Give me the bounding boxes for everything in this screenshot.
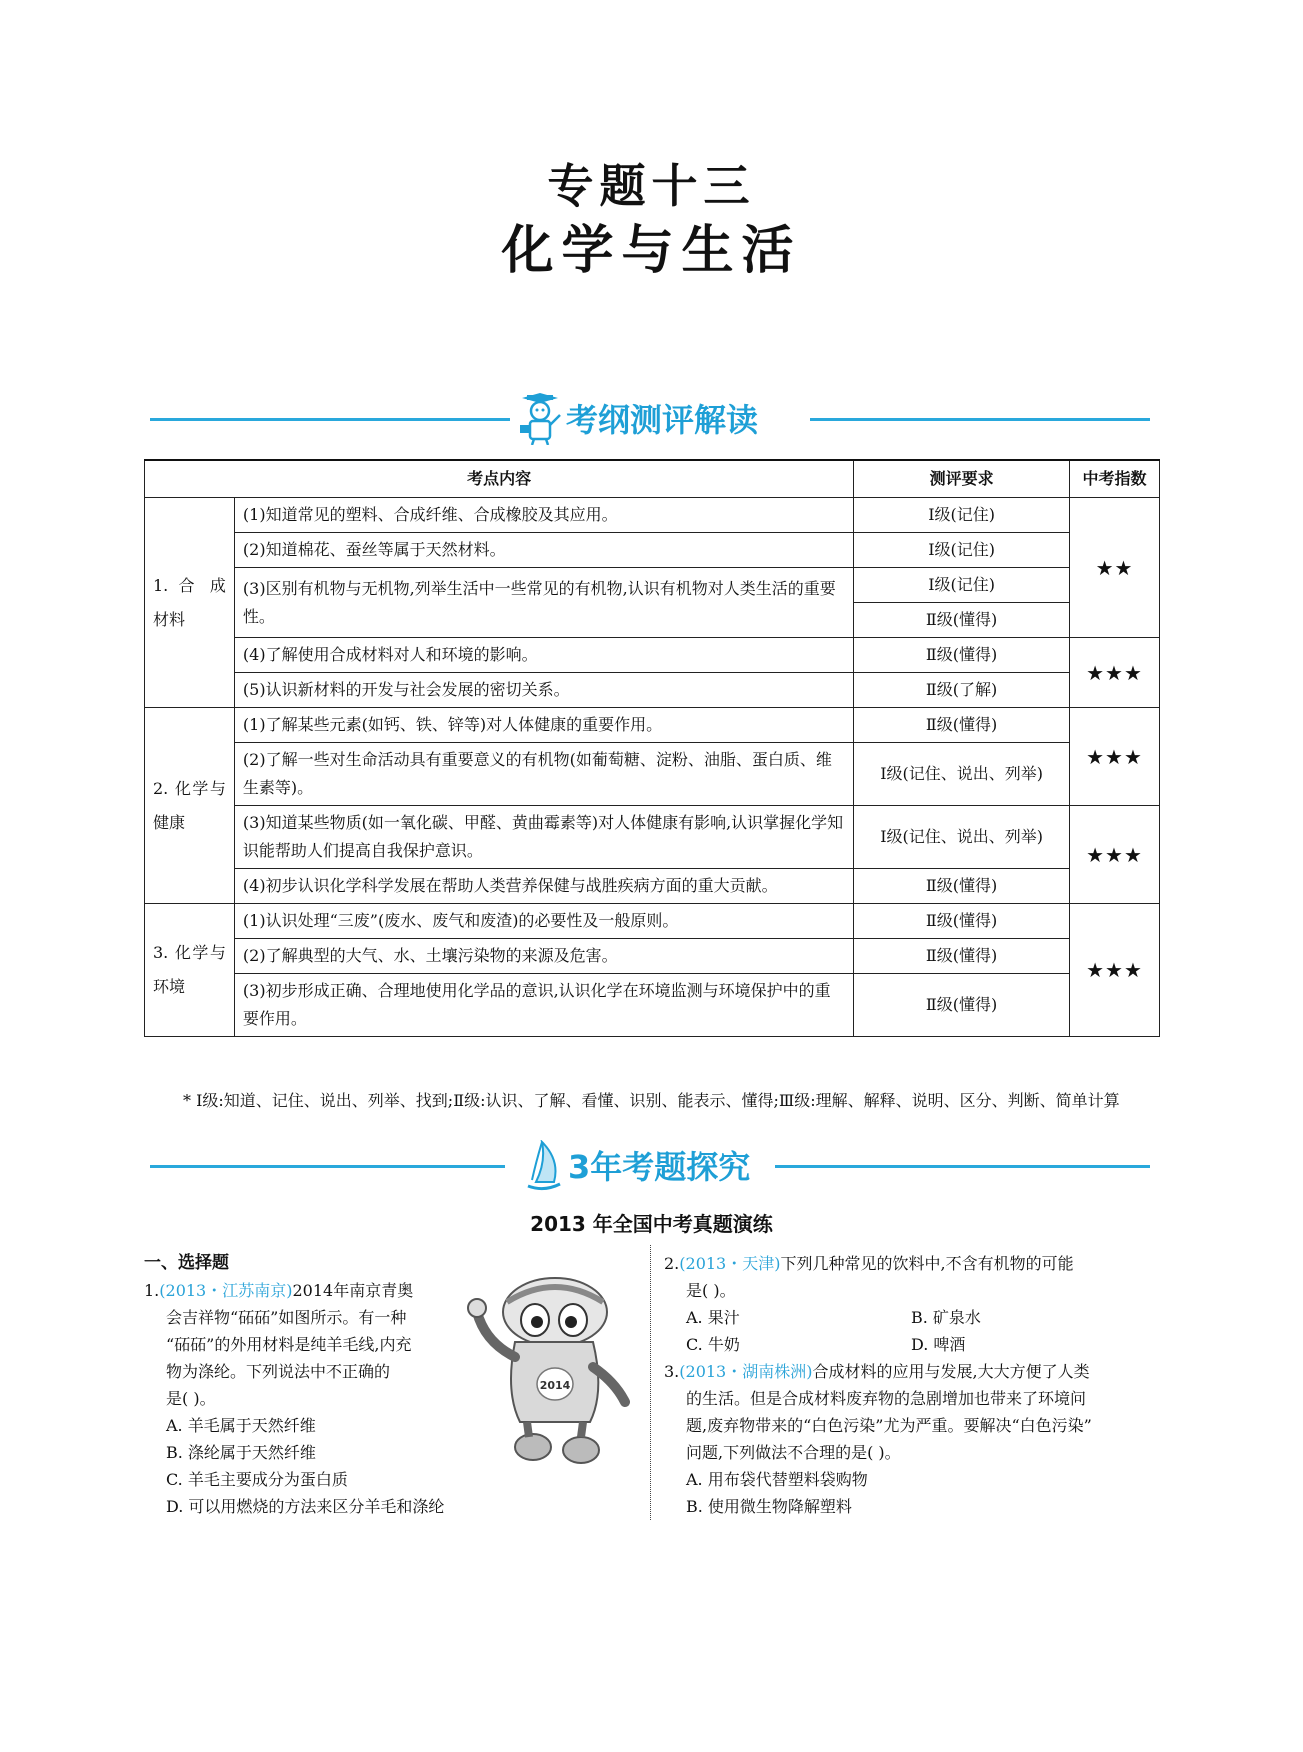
content-cell: (1)认识处理“三废”(废水、废气和废渣)的必要性及一般原则。: [234, 904, 853, 939]
option-a[interactable]: A. 羊毛属于天然纤维: [166, 1416, 316, 1435]
option-c[interactable]: C. 羊毛主要成分为蛋白质: [166, 1470, 348, 1489]
question-number: 2.: [664, 1254, 680, 1273]
section-band-exams: [150, 1140, 1150, 1192]
content-cell: (1)知道常见的塑料、合成纤维、合成橡胶及其应用。: [234, 498, 853, 533]
question-stem-line: 是( )。: [686, 1281, 736, 1300]
table-row: [145, 498, 1160, 533]
option-row: [664, 1304, 1164, 1331]
level-cell: Ⅰ级(记住、说出、列举): [854, 806, 1070, 869]
question-source: (2013・湖南株洲): [679, 1362, 813, 1381]
level-cell: Ⅰ级(记住): [854, 498, 1070, 533]
table-row: [145, 673, 1160, 708]
question-stem-line: 是( )。: [166, 1389, 216, 1408]
question-number: 3.: [664, 1362, 680, 1381]
option-c[interactable]: C. 牛奶: [686, 1335, 740, 1354]
level-cell: Ⅱ级(懂得): [854, 638, 1070, 673]
mascot-illustration: [465, 1272, 645, 1476]
table-row: [145, 533, 1160, 568]
level-cell: Ⅱ级(了解): [854, 673, 1070, 708]
part-heading: 一、选择题: [144, 1253, 229, 1273]
content-cell: (5)认识新材料的开发与社会发展的密切关系。: [234, 673, 853, 708]
question-stem-line: 2014年南京青奥: [292, 1281, 414, 1300]
option-d[interactable]: D. 啤酒: [911, 1335, 966, 1354]
table-row: [145, 708, 1160, 743]
header-index: 中考指数: [1070, 460, 1160, 498]
content-cell: (2)了解典型的大气、水、土壤污染物的来源及危害。: [234, 939, 853, 974]
question-stem-line: 会吉祥物“砳砳”如图所示。有一种: [166, 1308, 407, 1327]
level-cell: Ⅰ级(记住): [854, 533, 1070, 568]
content-cell: (3)初步形成正确、合理地使用化学品的意识,认识化学在环境监测与环境保护中的重要作用。: [234, 974, 853, 1037]
level-cell: Ⅰ级(记住): [854, 568, 1070, 603]
question-source: (2013・天津): [679, 1254, 781, 1273]
table-row: [145, 568, 1160, 603]
option-b[interactable]: B. 矿泉水: [911, 1308, 981, 1327]
topic-number: 专题十三: [547, 159, 756, 213]
level-cell: Ⅱ级(懂得): [854, 708, 1070, 743]
category-label: 3. 化学与 环境: [145, 904, 235, 1037]
content-cell: (2)知道棉花、蚕丝等属于天然材料。: [234, 533, 853, 568]
option-d[interactable]: D. 可以用燃烧的方法来区分羊毛和涤纶: [166, 1497, 445, 1516]
option-row: [664, 1331, 1164, 1358]
option-b[interactable]: B. 使用微生物降解塑料: [686, 1497, 852, 1516]
content-cell: (4)初步认识化学科学发展在帮助人类营养保健与战胜疾病方面的重大贡献。: [234, 869, 853, 904]
section-label-exams: 3年考题探究: [568, 1148, 751, 1186]
level-cell: Ⅱ级(懂得): [854, 974, 1070, 1037]
star-rating: ★★: [1070, 498, 1160, 638]
table-row: [145, 743, 1160, 806]
level-cell: Ⅱ级(懂得): [854, 904, 1070, 939]
question-stem-line: 下列几种常见的饮料中,不含有机物的可能: [780, 1254, 1074, 1273]
table-row: [145, 939, 1160, 974]
right-column: [664, 1250, 1164, 1520]
star-rating: ★★★: [1070, 708, 1160, 806]
content-cell: (3)知道某些物质(如一氧化碳、甲醛、黄曲霉素等)对人体健康有影响,认识掌握化学知识能帮助人们提高自我保护意识。: [234, 806, 853, 869]
syllabus-table: [144, 459, 1160, 1037]
option-b[interactable]: B. 涤纶属于天然纤维: [166, 1443, 316, 1462]
question-stem-line: 合成材料的应用与发展,大大方便了人类: [812, 1362, 1090, 1381]
category-label: 1. 合 成 材料: [145, 498, 235, 708]
table-row: [145, 806, 1160, 869]
band-line-right: [810, 418, 1150, 421]
question-stem-line: 的生活。但是合成材料废弃物的急剧增加也带来了环境问: [686, 1389, 1087, 1408]
section-label-syllabus: 考纲测评解读: [566, 401, 759, 439]
band-line-left: [150, 1165, 505, 1168]
practice-subtitle: 2013 年全国中考真题演练: [530, 1212, 773, 1236]
header-content: 考点内容: [145, 460, 854, 498]
question-stem-line: 题,废弃物带来的“白色污染”尤为严重。要解决“白色污染”: [686, 1416, 1092, 1435]
level-cell: Ⅰ级(记住、说出、列举): [854, 743, 1070, 806]
question-stem-line: 物为涤纶。下列说法中不正确的: [166, 1362, 391, 1381]
band-line-left: [150, 418, 510, 421]
student-mascot-icon: [518, 393, 564, 449]
level-cell: Ⅱ级(懂得): [854, 603, 1070, 638]
level-legend-note: * Ⅰ级:知道、记住、说出、列举、找到;Ⅱ级:认识、了解、看懂、识别、能表示、懂得;Ⅲ级:理解、解释、说明、区分、判断、简单计算: [183, 1091, 1120, 1110]
option-a[interactable]: A. 用布袋代替塑料袋购物: [686, 1470, 868, 1489]
table-row: [145, 904, 1160, 939]
table-row: [145, 638, 1160, 673]
content-cell: (1)了解某些元素(如钙、铁、锌等)对人体健康的重要作用。: [234, 708, 853, 743]
star-rating: ★★★: [1070, 806, 1160, 904]
table-header-row: [145, 460, 1160, 498]
band-line-right: [775, 1165, 1150, 1168]
question-number: 1.: [144, 1281, 160, 1300]
category-label: 2. 化学与 健康: [145, 708, 235, 904]
level-cell: Ⅱ级(懂得): [854, 869, 1070, 904]
section-band-syllabus: [150, 393, 1150, 445]
question-source: (2013・江苏南京): [159, 1281, 293, 1300]
page-title: 化学与生活: [501, 221, 802, 281]
content-cell: (4)了解使用合成材料对人和环境的影响。: [234, 638, 853, 673]
windsurf-sail-icon: [526, 1140, 562, 1196]
content-cell: (2)了解一些对生命活动具有重要意义的有机物(如葡萄糖、淀粉、油脂、蛋白质、维生素等)。: [234, 743, 853, 806]
table-row: [145, 974, 1160, 1037]
table-row: [145, 869, 1160, 904]
question-3-line1: [664, 1358, 1164, 1385]
question-2-line1: [664, 1250, 1164, 1277]
option-a[interactable]: A. 果汁: [686, 1308, 740, 1327]
content-cell: (3)区别有机物与无机物,列举生活中一些常见的有机物,认识有机物对人类生活的重要性。: [234, 568, 853, 638]
star-rating: ★★★: [1070, 904, 1160, 1037]
column-divider: [650, 1245, 651, 1520]
question-stem-line: 问题,下列做法不合理的是( )。: [686, 1443, 901, 1462]
mascot-badge-text: 2014: [539, 1379, 571, 1392]
star-rating: ★★★: [1070, 638, 1160, 708]
question-stem-line: “砳砳”的外用材料是纯羊毛线,内充: [166, 1335, 412, 1354]
header-level: 测评要求: [854, 460, 1070, 498]
level-cell: Ⅱ级(懂得): [854, 939, 1070, 974]
